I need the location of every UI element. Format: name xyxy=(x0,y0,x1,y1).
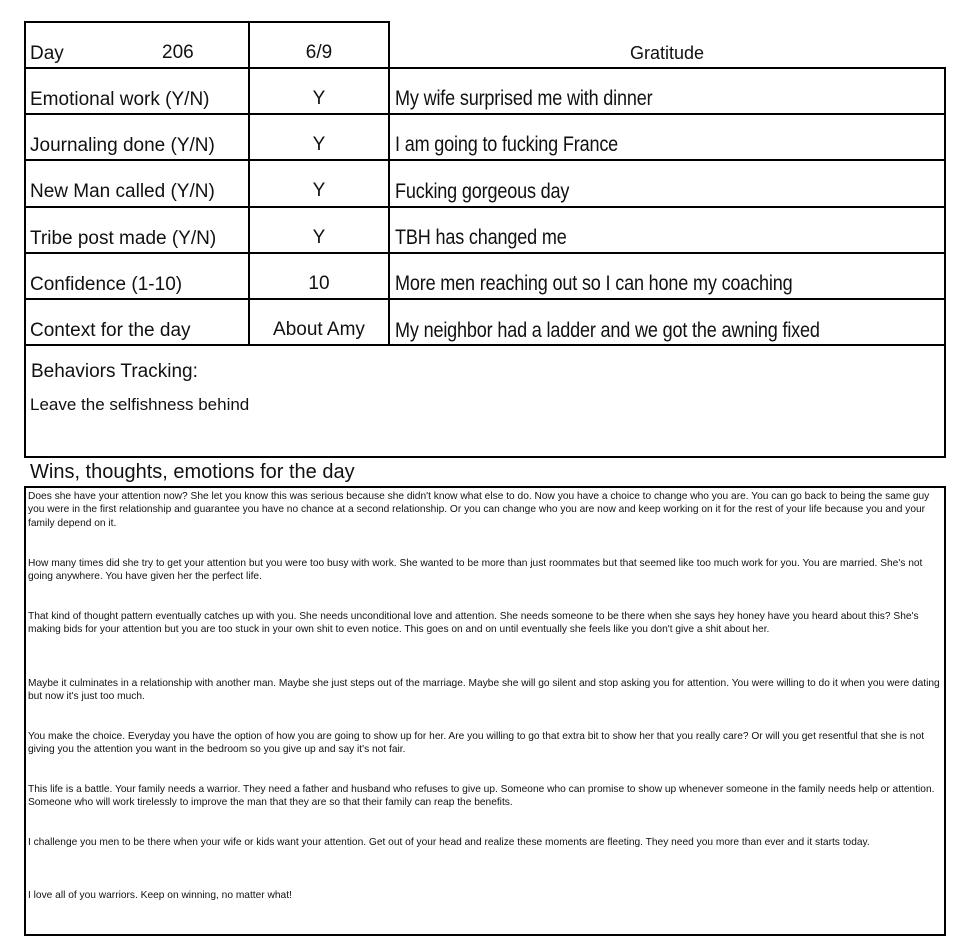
gratitude-item: TBH has changed me xyxy=(395,226,567,249)
row-divider xyxy=(24,206,946,208)
row-divider xyxy=(24,344,946,346)
table-border xyxy=(944,67,946,458)
wins-paragraph: That kind of thought pattern eventually catches up with you. She needs unconditional love and attention. She needs someone to be there when she says hey honey have you heard about this? She's making bids for your attention but you are too stuck in your own shit to even notice. This goes on and on until eventually she feels like you don't give a shit about her. xyxy=(28,611,919,636)
row-divider xyxy=(24,113,946,115)
gratitude-item: My wife surprised me with dinner xyxy=(395,87,653,110)
row-label: Emotional work (Y/N) xyxy=(30,89,210,110)
row-value: Y xyxy=(312,180,326,201)
behaviors-title: Behaviors Tracking: xyxy=(31,361,198,382)
row-divider xyxy=(24,298,946,300)
row-divider xyxy=(24,159,946,161)
row-label: Tribe post made (Y/N) xyxy=(30,228,217,249)
gratitude-item: More men reaching out so I can hone my coaching xyxy=(395,272,793,295)
column-divider xyxy=(388,21,390,346)
row-label: New Man called (Y/N) xyxy=(30,181,215,202)
row-label: Confidence (1-10) xyxy=(30,274,183,295)
behaviors-text: Leave the selfishness behind xyxy=(30,395,250,414)
row-label: Journaling done (Y/N) xyxy=(30,135,215,156)
day-label: Day xyxy=(30,43,64,64)
row-divider xyxy=(24,252,946,254)
day-number: 206 xyxy=(162,42,194,63)
table-border xyxy=(24,21,390,23)
row-value: About Amy xyxy=(273,319,365,340)
wins-paragraph: I challenge you men to be there when your wife or kids want your attention. Get out of your head and realize these moments are fleeting. They need you more than ever and it starts today. xyxy=(28,837,870,848)
gratitude-item: My neighbor had a ladder and we got the awning fixed xyxy=(395,319,820,342)
gratitude-title: Gratitude xyxy=(629,43,705,63)
gratitude-item: I am going to fucking France xyxy=(395,133,619,156)
row-value: Y xyxy=(312,88,326,109)
wins-paragraph: I love all of you warriors. Keep on winning, no matter what! xyxy=(28,890,292,901)
table-border xyxy=(24,456,946,458)
wins-title: Wins, thoughts, emotions for the day xyxy=(30,461,355,483)
row-value: Y xyxy=(312,134,326,155)
row-value: 10 xyxy=(308,273,330,294)
gratitude-item: Fucking gorgeous day xyxy=(395,180,570,203)
table-border xyxy=(24,21,26,458)
wins-textbox[interactable] xyxy=(24,486,946,936)
wins-paragraph: Does she have your attention now? She let you know this was serious because she didn't know what else to do. Now you have a choice to change who you are. You can go back to being the same guy you were in the first relationship and guarantee you have no chance at a second relationship. Or you can change who you are now and keep working on it for the rest of your life because you and your family depend on it. xyxy=(28,491,930,529)
row-label: Context for the day xyxy=(30,320,191,341)
wins-paragraph: Maybe it culminates in a relationship with another man. Maybe she just steps out of the marriage. Maybe she will go silent and stop asking you for attention. You were willing to do it when you were dating but now it's just too much. xyxy=(28,678,940,703)
row-value: Y xyxy=(312,227,326,248)
date-value: 6/9 xyxy=(305,42,333,63)
wins-paragraph: How many times did she try to get your attention but you were too busy with work. She wanted to be more than just roommates but that seemed like too much work for you. You are married. She's not going anywhere. You have given her the perfect life. xyxy=(28,558,923,583)
wins-paragraph: You make the choice. Everyday you have the option of how you are going to show up for her. Are you willing to go that extra bit to show her that you really care? Or will you get resentful that she is not giving you the attention you want in the bedroom so you give up and say it's not fair. xyxy=(28,731,925,756)
wins-paragraph: This life is a battle. Your family needs a warrior. They need a father and husband who refuses to give up. Someone who can promise to show up whenever someone in the family needs help or attention. Someone who will work tirelessly to improve the man that they are so that their family can reap the benefits. xyxy=(28,784,935,809)
row-divider xyxy=(24,67,946,69)
